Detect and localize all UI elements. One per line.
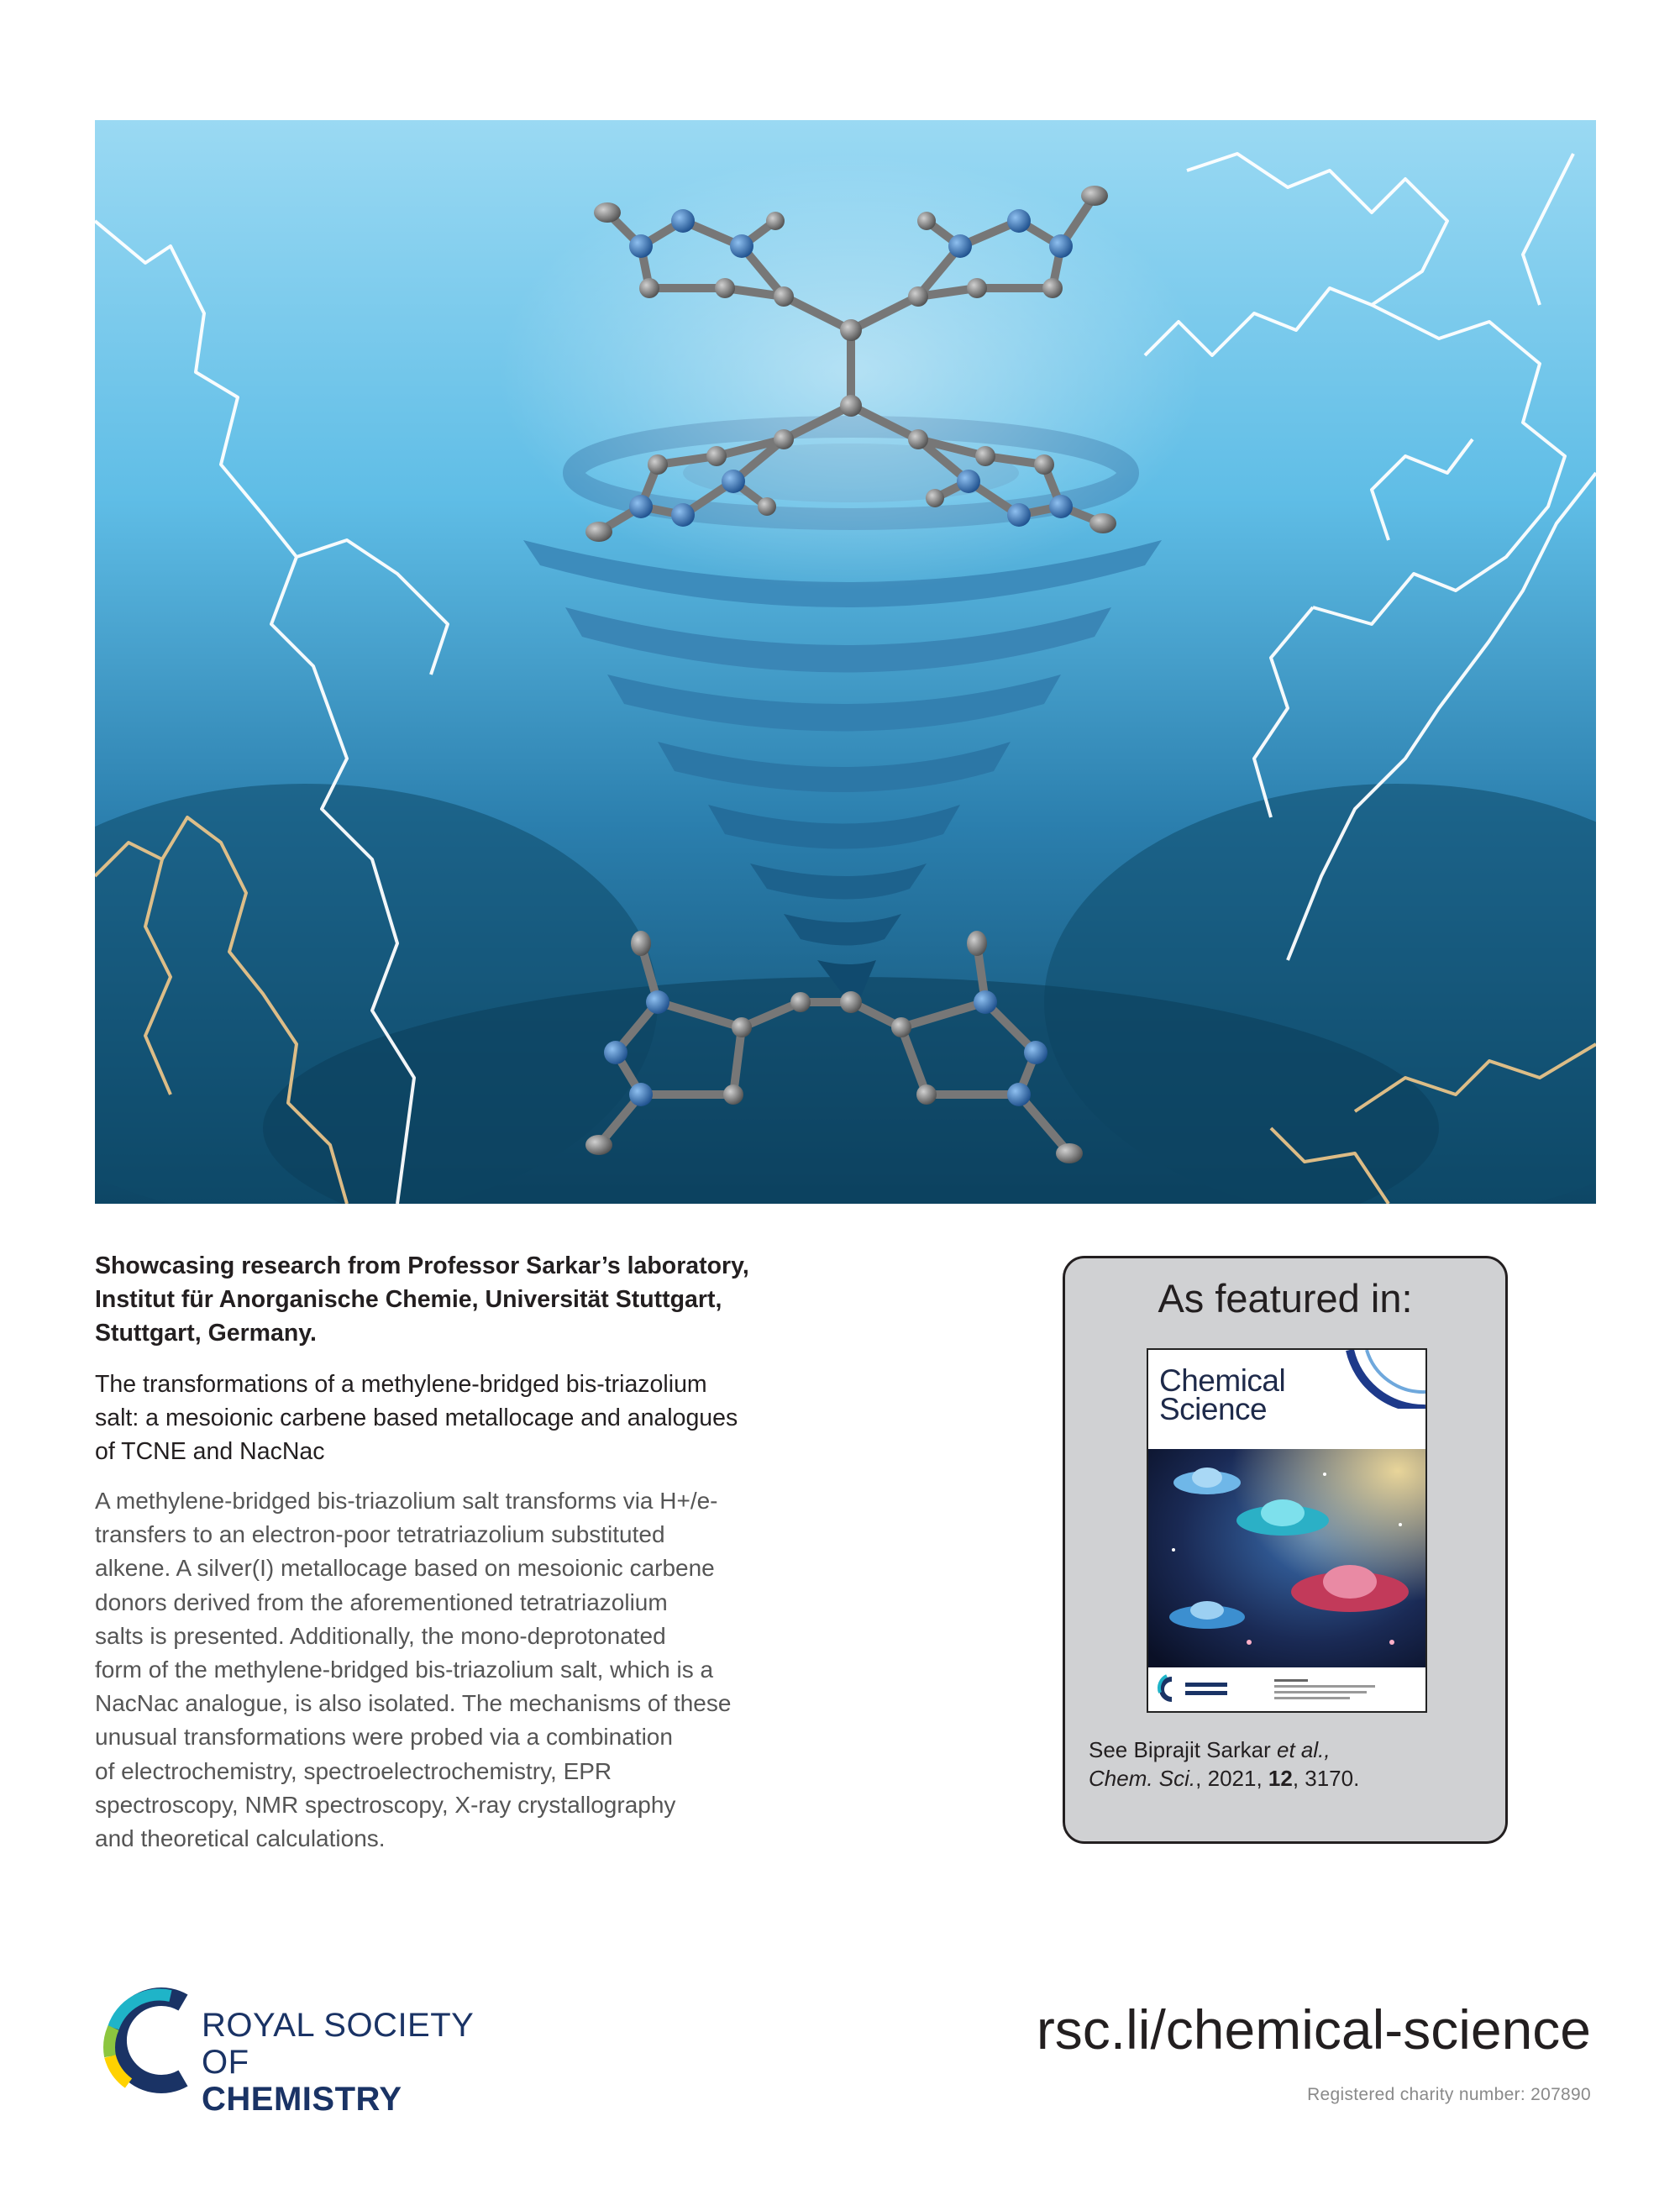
rsc-wordmark-chemistry: CHEMISTRY: [202, 2081, 402, 2118]
featured-in-box: [1063, 1256, 1508, 1844]
rsc-wordmark-line2: [202, 2044, 474, 2118]
citation-etal: et al.,: [1276, 1737, 1331, 1762]
cover-corner-arc: [1333, 1350, 1425, 1409]
citation-volume: 12: [1268, 1766, 1293, 1791]
citation-year: , 2021,: [1195, 1766, 1268, 1791]
abstract-line: donors derived from the aforementioned tetratriazolium: [95, 1588, 668, 1615]
cover-artwork-svg: [95, 120, 1596, 1204]
journal-cover-thumbnail: [1147, 1348, 1427, 1713]
journal-url[interactable]: rsc.li/chemical-science: [1036, 1998, 1591, 2061]
citation-line2: [1089, 1764, 1492, 1793]
article-title-line: of TCNE and NacNac: [95, 1438, 325, 1465]
abstract-line: form of the methylene-bridged bis-triazolium salt, which is a: [95, 1657, 714, 1683]
abstract-line: salts is presented. Additionally, the mono-deprotonated: [95, 1622, 666, 1649]
citation-journal: Chem. Sci.: [1089, 1766, 1196, 1791]
abstract-line: spectroscopy, NMR spectroscopy, X-ray crystallography: [95, 1791, 676, 1818]
citation-line1: [1089, 1735, 1492, 1764]
cover-journal-title-line2: Science: [1159, 1392, 1268, 1426]
abstract-line: NacNac analogue, is also isolated. The mechanisms of these: [95, 1690, 732, 1717]
showcase-line: Stuttgart, Germany.: [95, 1320, 317, 1347]
cover-artwork: [95, 120, 1596, 1204]
citation-prefix: See Biprajit Sarkar: [1089, 1737, 1277, 1762]
cover-journal-title-line1: Chemical: [1159, 1363, 1286, 1398]
article-title: [95, 1368, 868, 1468]
abstract-line: of electrochemistry, spectroelectrochemistry, EPR: [95, 1757, 612, 1784]
rsc-wordmark-of: OF: [202, 2044, 249, 2081]
article-title-line: The transformations of a methylene-bridged bis-triazolium: [95, 1371, 707, 1398]
abstract-line: A methylene-bridged bis-triazolium salt transforms via H+/e-: [95, 1488, 718, 1514]
featured-heading: As featured in:: [1158, 1276, 1413, 1321]
cover-footer: [1148, 1667, 1425, 1711]
cover-art-image: [1148, 1449, 1425, 1667]
article-title-line: salt: a mesoionic carbene based metallocage and analogues: [95, 1405, 738, 1431]
showcase-line: Showcasing research from Professor Sarkar’s laboratory,: [95, 1252, 749, 1279]
rsc-wordmark-line1: ROYAL SOCIETY: [202, 2007, 475, 2044]
charity-number: Registered charity number: 207890: [1307, 2085, 1591, 2104]
abstract-line: transfers to an electron-poor tetratriazolium substituted: [95, 1521, 665, 1548]
article-abstract: [95, 1484, 868, 1856]
cover-journal-title: [1159, 1363, 1286, 1426]
abstract-line: unusual transformations were probed via a combination: [95, 1724, 673, 1751]
abstract-line: alkene. A silver(I) metallocage based on mesoionic carbene: [95, 1555, 715, 1582]
showcase-line: Institut für Anorganische Chemie, Universität Stuttgart,: [95, 1286, 722, 1313]
showcase-text: [95, 1249, 868, 1350]
citation: [1089, 1735, 1492, 1793]
abstract-line: and theoretical calculations.: [95, 1825, 386, 1852]
rsc-wordmark: [202, 2007, 474, 2118]
citation-pages: , 3170.: [1292, 1766, 1360, 1791]
